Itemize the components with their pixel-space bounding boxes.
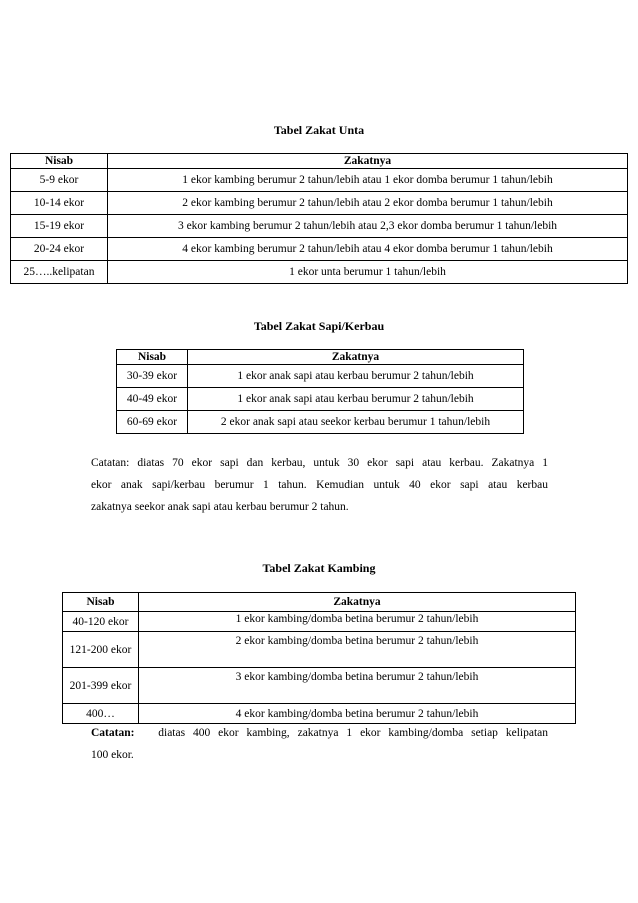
zakat-cell: 2 ekor anak sapi atau seekor kerbau berumur 1 tahun/lebih: [188, 411, 524, 434]
zakat-cell: 1 ekor unta berumur 1 tahun/lebih: [108, 261, 628, 284]
kambing-note-text: diatas 400 ekor kambing, zakatnya 1 ekor kambing/domba setiap kelipatan: [158, 727, 549, 739]
kambing-note-line: 100 ekor.: [91, 749, 134, 761]
table-row: [11, 215, 628, 238]
zakat-cell: 1 ekor kambing berumur 2 tahun/lebih atau 1 ekor domba berumur 1 tahun/lebih: [108, 169, 628, 192]
zakat-cell: 1 ekor anak sapi atau kerbau berumur 2 tahun/lebih: [188, 388, 524, 411]
sapi-table: [116, 349, 524, 434]
table-row: [117, 388, 524, 411]
table-row: [117, 411, 524, 434]
nisab-cell: 5-9 ekor: [11, 169, 108, 192]
kambing-note-label: Catatan:: [91, 727, 135, 739]
table-row: [117, 365, 524, 388]
sapi-note-line: zakatnya seekor anak sapi atau kerbau berumur 2 tahun.: [91, 501, 349, 513]
table-row: [63, 704, 576, 724]
zakat-cell: 3 ekor kambing berumur 2 tahun/lebih atau 2,3 ekor domba berumur 1 tahun/lebih: [108, 215, 628, 238]
zakat-cell: 1 ekor kambing/domba betina berumur 2 tahun/lebih: [139, 612, 576, 632]
kambing-note-line: [91, 722, 548, 744]
header-zakatnya: Zakatnya: [188, 350, 524, 365]
zakat-cell: 2 ekor kambing berumur 2 tahun/lebih atau 2 ekor domba berumur 1 tahun/lebih: [108, 192, 628, 215]
nisab-cell: 10-14 ekor: [11, 192, 108, 215]
table-header-row: [117, 350, 524, 365]
unta-table-title: Tabel Zakat Unta: [273, 123, 365, 137]
nisab-cell: 25…..kelipatan: [11, 261, 108, 284]
kambing-table-title: Tabel Zakat Kambing: [262, 561, 376, 575]
header-nisab: Nisab: [117, 350, 188, 365]
nisab-cell: 201-399 ekor: [63, 668, 139, 704]
table-row: [11, 169, 628, 192]
header-nisab: Nisab: [63, 593, 139, 612]
zakat-cell: 3 ekor kambing/domba betina berumur 2 tahun/lebih: [139, 668, 576, 704]
nisab-cell: 40-120 ekor: [63, 612, 139, 632]
nisab-cell: 400…: [63, 704, 139, 724]
sapi-note: [91, 452, 548, 518]
table-row: [11, 261, 628, 284]
table-header-row: [11, 154, 628, 169]
sapi-note-line: Catatan: diatas 70 ekor sapi dan kerbau, untuk 30 ekor sapi atau kerbau. Zakatnya 1: [91, 457, 548, 469]
unta-table: [10, 153, 628, 284]
nisab-cell: 121-200 ekor: [63, 632, 139, 668]
zakat-cell: 1 ekor anak sapi atau kerbau berumur 2 tahun/lebih: [188, 365, 524, 388]
table-row: [63, 668, 576, 704]
header-zakatnya: Zakatnya: [139, 593, 576, 612]
header-zakatnya: Zakatnya: [108, 154, 628, 169]
nisab-cell: 40-49 ekor: [117, 388, 188, 411]
sapi-table-title: Tabel Zakat Sapi/Kerbau: [253, 319, 385, 333]
nisab-cell: 20-24 ekor: [11, 238, 108, 261]
header-nisab: Nisab: [11, 154, 108, 169]
zakat-cell: 4 ekor kambing/domba betina berumur 2 tahun/lebih: [139, 704, 576, 724]
table-row: [63, 612, 576, 632]
nisab-cell: 30-39 ekor: [117, 365, 188, 388]
kambing-note: [91, 722, 548, 766]
table-row: [63, 632, 576, 668]
table-header-row: [63, 593, 576, 612]
zakat-cell: 2 ekor kambing/domba betina berumur 2 tahun/lebih: [139, 632, 576, 668]
sapi-note-line: ekor anak sapi/kerbau berumur 1 tahun. Kemudian untuk 40 ekor sapi atau kerbau: [91, 479, 548, 491]
nisab-cell: 15-19 ekor: [11, 215, 108, 238]
table-row: [11, 238, 628, 261]
zakat-cell: 4 ekor kambing berumur 2 tahun/lebih atau 4 ekor domba berumur 1 tahun/lebih: [108, 238, 628, 261]
nisab-cell: 60-69 ekor: [117, 411, 188, 434]
table-row: [11, 192, 628, 215]
kambing-table: [62, 592, 576, 724]
